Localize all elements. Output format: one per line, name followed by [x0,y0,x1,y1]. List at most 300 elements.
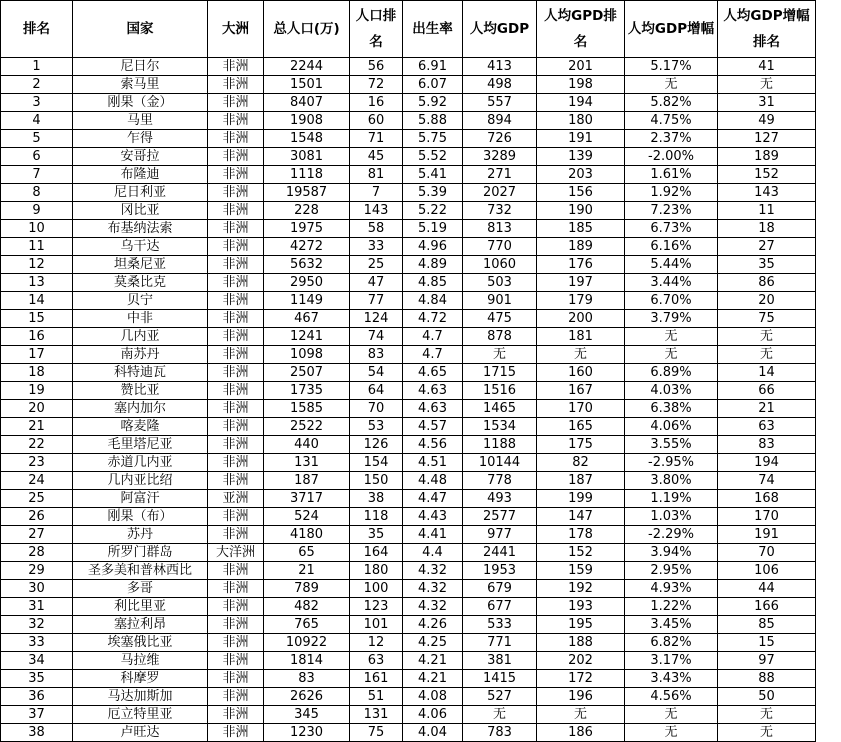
cell-rank[interactable]: 15 [1,310,73,328]
cell-country[interactable]: 索马里 [73,76,208,94]
cell-country[interactable]: 喀麦隆 [73,418,208,436]
cell-rank[interactable]: 18 [1,364,73,382]
cell-population-rank[interactable]: 56 [350,58,403,76]
cell-birth-rate[interactable]: 4.63 [403,382,463,400]
cell-population[interactable]: 1735 [264,382,350,400]
cell-gdp-rank[interactable]: 197 [537,274,625,292]
cell-rank[interactable]: 2 [1,76,73,94]
cell-gdp-growth-rank[interactable]: 83 [718,436,816,454]
cell-continent[interactable]: 非洲 [208,328,264,346]
cell-gdp-per-capita[interactable]: 977 [463,526,537,544]
cell-birth-rate[interactable]: 5.92 [403,94,463,112]
cell-continent[interactable]: 非洲 [208,364,264,382]
cell-gdp-growth-rank[interactable]: 18 [718,220,816,238]
cell-gdp-rank[interactable]: 172 [537,670,625,688]
cell-rank[interactable]: 33 [1,634,73,652]
cell-population-rank[interactable]: 38 [350,490,403,508]
cell-country[interactable]: 埃塞俄比亚 [73,634,208,652]
cell-gdp-rank[interactable]: 189 [537,238,625,256]
cell-continent[interactable]: 非洲 [208,274,264,292]
cell-gdp-per-capita[interactable]: 679 [463,580,537,598]
cell-birth-rate[interactable]: 4.21 [403,652,463,670]
cell-country[interactable]: 马拉维 [73,652,208,670]
cell-birth-rate[interactable]: 4.63 [403,400,463,418]
cell-gdp-growth-rank[interactable]: 168 [718,490,816,508]
cell-birth-rate[interactable]: 4.84 [403,292,463,310]
cell-population[interactable]: 10922 [264,634,350,652]
cell-gdp-growth[interactable]: 3.44% [625,274,718,292]
cell-country[interactable]: 利比里亚 [73,598,208,616]
cell-population[interactable]: 524 [264,508,350,526]
cell-population[interactable]: 3081 [264,148,350,166]
cell-gdp-growth-rank[interactable]: 127 [718,130,816,148]
cell-gdp-growth[interactable]: 3.43% [625,670,718,688]
cell-country[interactable]: 马里 [73,112,208,130]
cell-country[interactable]: 苏丹 [73,526,208,544]
cell-gdp-growth-rank[interactable]: 86 [718,274,816,292]
cell-population-rank[interactable]: 58 [350,220,403,238]
cell-population-rank[interactable]: 35 [350,526,403,544]
cell-gdp-rank[interactable]: 199 [537,490,625,508]
cell-birth-rate[interactable]: 4.4 [403,544,463,562]
cell-population-rank[interactable]: 54 [350,364,403,382]
cell-birth-rate[interactable]: 4.43 [403,508,463,526]
cell-gdp-rank[interactable]: 139 [537,148,625,166]
cell-birth-rate[interactable]: 4.65 [403,364,463,382]
cell-continent[interactable]: 非洲 [208,598,264,616]
cell-birth-rate[interactable]: 6.91 [403,58,463,76]
cell-gdp-rank[interactable]: 191 [537,130,625,148]
cell-gdp-per-capita[interactable]: 1516 [463,382,537,400]
cell-population[interactable]: 345 [264,706,350,724]
cell-gdp-per-capita[interactable]: 2027 [463,184,537,202]
cell-country[interactable]: 圣多美和普林西比 [73,562,208,580]
cell-country[interactable]: 布隆迪 [73,166,208,184]
cell-birth-rate[interactable]: 5.75 [403,130,463,148]
cell-population-rank[interactable]: 53 [350,418,403,436]
cell-gdp-rank[interactable]: 156 [537,184,625,202]
cell-gdp-per-capita[interactable]: 1465 [463,400,537,418]
cell-population-rank[interactable]: 45 [350,148,403,166]
cell-continent[interactable]: 非洲 [208,256,264,274]
cell-country[interactable]: 阿富汗 [73,490,208,508]
cell-population-rank[interactable]: 75 [350,724,403,742]
cell-rank[interactable]: 3 [1,94,73,112]
cell-country[interactable]: 卢旺达 [73,724,208,742]
cell-population[interactable]: 4272 [264,238,350,256]
cell-rank[interactable]: 26 [1,508,73,526]
cell-continent[interactable]: 非洲 [208,76,264,94]
cell-birth-rate[interactable]: 4.7 [403,328,463,346]
cell-birth-rate[interactable]: 4.41 [403,526,463,544]
cell-gdp-growth-rank[interactable]: 106 [718,562,816,580]
cell-gdp-rank[interactable]: 202 [537,652,625,670]
cell-gdp-rank[interactable]: 190 [537,202,625,220]
cell-country[interactable]: 科特迪瓦 [73,364,208,382]
cell-birth-rate[interactable]: 4.04 [403,724,463,742]
cell-continent[interactable]: 非洲 [208,400,264,418]
cell-continent[interactable]: 非洲 [208,148,264,166]
cell-gdp-growth-rank[interactable]: 31 [718,94,816,112]
cell-gdp-per-capita[interactable]: 778 [463,472,537,490]
cell-rank[interactable]: 7 [1,166,73,184]
cell-rank[interactable]: 8 [1,184,73,202]
header-gdp-growth-rank[interactable]: 人均GDP增幅排名 [718,1,816,58]
cell-gdp-rank[interactable]: 159 [537,562,625,580]
cell-population-rank[interactable]: 124 [350,310,403,328]
cell-gdp-growth[interactable]: 6.82% [625,634,718,652]
cell-population-rank[interactable]: 180 [350,562,403,580]
cell-country[interactable]: 厄立特里亚 [73,706,208,724]
cell-gdp-growth[interactable]: -2.95% [625,454,718,472]
cell-population[interactable]: 1118 [264,166,350,184]
cell-rank[interactable]: 30 [1,580,73,598]
cell-gdp-rank[interactable]: 175 [537,436,625,454]
cell-population[interactable]: 187 [264,472,350,490]
cell-population[interactable]: 765 [264,616,350,634]
cell-population-rank[interactable]: 74 [350,328,403,346]
cell-continent[interactable]: 大洋洲 [208,544,264,562]
cell-population-rank[interactable]: 60 [350,112,403,130]
cell-population-rank[interactable]: 100 [350,580,403,598]
cell-birth-rate[interactable]: 4.89 [403,256,463,274]
cell-population[interactable]: 1814 [264,652,350,670]
cell-population[interactable]: 1098 [264,346,350,364]
cell-population-rank[interactable]: 51 [350,688,403,706]
cell-gdp-growth-rank[interactable]: 50 [718,688,816,706]
cell-gdp-growth[interactable]: 3.45% [625,616,718,634]
cell-gdp-per-capita[interactable]: 771 [463,634,537,652]
cell-gdp-rank[interactable]: 152 [537,544,625,562]
cell-population-rank[interactable]: 72 [350,76,403,94]
cell-rank[interactable]: 36 [1,688,73,706]
cell-rank[interactable]: 37 [1,706,73,724]
cell-gdp-per-capita[interactable]: 677 [463,598,537,616]
cell-birth-rate[interactable]: 4.72 [403,310,463,328]
cell-birth-rate[interactable]: 4.57 [403,418,463,436]
cell-rank[interactable]: 27 [1,526,73,544]
cell-gdp-growth-rank[interactable]: 63 [718,418,816,436]
cell-continent[interactable]: 非洲 [208,346,264,364]
cell-continent[interactable]: 非洲 [208,130,264,148]
cell-population-rank[interactable]: 164 [350,544,403,562]
cell-population-rank[interactable]: 150 [350,472,403,490]
cell-country[interactable]: 冈比亚 [73,202,208,220]
cell-gdp-growth[interactable]: 6.73% [625,220,718,238]
cell-gdp-rank[interactable]: 185 [537,220,625,238]
cell-gdp-growth[interactable]: 4.75% [625,112,718,130]
cell-population-rank[interactable]: 101 [350,616,403,634]
cell-continent[interactable]: 非洲 [208,184,264,202]
cell-rank[interactable]: 28 [1,544,73,562]
cell-gdp-growth-rank[interactable]: 194 [718,454,816,472]
cell-continent[interactable]: 非洲 [208,220,264,238]
cell-population[interactable]: 1548 [264,130,350,148]
cell-birth-rate[interactable]: 4.85 [403,274,463,292]
cell-gdp-growth-rank[interactable]: 无 [718,328,816,346]
cell-birth-rate[interactable]: 4.25 [403,634,463,652]
cell-gdp-growth[interactable]: 6.38% [625,400,718,418]
cell-gdp-growth-rank[interactable]: 66 [718,382,816,400]
cell-gdp-per-capita[interactable]: 770 [463,238,537,256]
cell-birth-rate[interactable]: 4.56 [403,436,463,454]
cell-gdp-growth[interactable]: 3.80% [625,472,718,490]
cell-gdp-growth-rank[interactable]: 44 [718,580,816,598]
cell-continent[interactable]: 非洲 [208,112,264,130]
cell-country[interactable]: 几内亚 [73,328,208,346]
cell-continent[interactable]: 非洲 [208,472,264,490]
cell-gdp-growth-rank[interactable]: 166 [718,598,816,616]
cell-birth-rate[interactable]: 5.39 [403,184,463,202]
cell-gdp-rank[interactable]: 167 [537,382,625,400]
cell-population[interactable]: 4180 [264,526,350,544]
cell-population-rank[interactable]: 126 [350,436,403,454]
cell-rank[interactable]: 12 [1,256,73,274]
cell-gdp-growth-rank[interactable]: 75 [718,310,816,328]
cell-gdp-growth-rank[interactable]: 27 [718,238,816,256]
cell-continent[interactable]: 非洲 [208,616,264,634]
cell-gdp-per-capita[interactable]: 3289 [463,148,537,166]
cell-country[interactable]: 多哥 [73,580,208,598]
cell-gdp-rank[interactable]: 181 [537,328,625,346]
cell-population-rank[interactable]: 33 [350,238,403,256]
cell-gdp-growth-rank[interactable]: 143 [718,184,816,202]
cell-birth-rate[interactable]: 4.48 [403,472,463,490]
cell-gdp-per-capita[interactable]: 1953 [463,562,537,580]
cell-birth-rate[interactable]: 4.47 [403,490,463,508]
cell-gdp-per-capita[interactable]: 498 [463,76,537,94]
cell-gdp-growth[interactable]: 2.37% [625,130,718,148]
cell-population-rank[interactable]: 161 [350,670,403,688]
cell-population-rank[interactable]: 143 [350,202,403,220]
cell-country[interactable]: 科摩罗 [73,670,208,688]
cell-gdp-rank[interactable]: 188 [537,634,625,652]
cell-country[interactable]: 毛里塔尼亚 [73,436,208,454]
cell-gdp-growth[interactable]: 5.82% [625,94,718,112]
cell-population[interactable]: 440 [264,436,350,454]
cell-gdp-per-capita[interactable]: 493 [463,490,537,508]
header-population-rank[interactable]: 人口排名 [350,1,403,58]
cell-birth-rate[interactable]: 4.32 [403,598,463,616]
cell-gdp-growth[interactable]: 4.56% [625,688,718,706]
cell-birth-rate[interactable]: 4.26 [403,616,463,634]
cell-country[interactable]: 刚果（金） [73,94,208,112]
cell-country[interactable]: 塞内加尔 [73,400,208,418]
cell-population[interactable]: 467 [264,310,350,328]
cell-gdp-rank[interactable]: 193 [537,598,625,616]
cell-population-rank[interactable]: 47 [350,274,403,292]
cell-gdp-per-capita[interactable]: 878 [463,328,537,346]
cell-gdp-growth[interactable]: 2.95% [625,562,718,580]
cell-gdp-growth[interactable]: 4.93% [625,580,718,598]
cell-gdp-rank[interactable]: 200 [537,310,625,328]
cell-gdp-growth-rank[interactable]: 15 [718,634,816,652]
cell-continent[interactable]: 非洲 [208,652,264,670]
cell-country[interactable]: 乌干达 [73,238,208,256]
cell-population[interactable]: 21 [264,562,350,580]
cell-birth-rate[interactable]: 4.32 [403,562,463,580]
cell-gdp-growth[interactable]: 4.06% [625,418,718,436]
cell-gdp-growth[interactable]: 3.17% [625,652,718,670]
cell-gdp-rank[interactable]: 203 [537,166,625,184]
cell-birth-rate[interactable]: 6.07 [403,76,463,94]
cell-gdp-per-capita[interactable]: 894 [463,112,537,130]
cell-continent[interactable]: 非洲 [208,436,264,454]
cell-gdp-growth-rank[interactable]: 35 [718,256,816,274]
cell-gdp-per-capita[interactable]: 2577 [463,508,537,526]
cell-gdp-rank[interactable]: 198 [537,76,625,94]
cell-gdp-growth-rank[interactable]: 无 [718,76,816,94]
cell-gdp-per-capita[interactable]: 557 [463,94,537,112]
cell-gdp-growth[interactable]: 7.23% [625,202,718,220]
cell-population[interactable]: 1230 [264,724,350,742]
cell-gdp-per-capita[interactable]: 2441 [463,544,537,562]
cell-birth-rate[interactable]: 4.96 [403,238,463,256]
cell-gdp-per-capita[interactable]: 1715 [463,364,537,382]
cell-population[interactable]: 1975 [264,220,350,238]
cell-gdp-growth[interactable]: 5.17% [625,58,718,76]
cell-rank[interactable]: 22 [1,436,73,454]
cell-gdp-growth-rank[interactable]: 无 [718,706,816,724]
cell-country[interactable]: 南苏丹 [73,346,208,364]
cell-country[interactable]: 中非 [73,310,208,328]
cell-rank[interactable]: 38 [1,724,73,742]
cell-gdp-rank[interactable]: 201 [537,58,625,76]
cell-population-rank[interactable]: 81 [350,166,403,184]
cell-gdp-growth-rank[interactable]: 191 [718,526,816,544]
cell-rank[interactable]: 20 [1,400,73,418]
cell-gdp-rank[interactable]: 无 [537,706,625,724]
cell-rank[interactable]: 16 [1,328,73,346]
cell-gdp-rank[interactable]: 187 [537,472,625,490]
cell-gdp-growth[interactable]: 无 [625,328,718,346]
cell-gdp-per-capita[interactable]: 813 [463,220,537,238]
cell-continent[interactable]: 非洲 [208,310,264,328]
cell-rank[interactable]: 6 [1,148,73,166]
cell-continent[interactable]: 非洲 [208,202,264,220]
cell-country[interactable]: 塞拉利昂 [73,616,208,634]
cell-gdp-growth[interactable]: 无 [625,76,718,94]
cell-gdp-per-capita[interactable]: 503 [463,274,537,292]
cell-continent[interactable]: 非洲 [208,418,264,436]
cell-gdp-per-capita[interactable]: 381 [463,652,537,670]
cell-country[interactable]: 马达加斯加 [73,688,208,706]
cell-rank[interactable]: 11 [1,238,73,256]
header-country[interactable]: 国家 [73,1,208,58]
cell-gdp-growth-rank[interactable]: 无 [718,724,816,742]
cell-gdp-rank[interactable]: 82 [537,454,625,472]
cell-gdp-growth-rank[interactable]: 49 [718,112,816,130]
cell-population[interactable]: 789 [264,580,350,598]
cell-country[interactable]: 乍得 [73,130,208,148]
cell-gdp-per-capita[interactable]: 527 [463,688,537,706]
cell-gdp-rank[interactable]: 179 [537,292,625,310]
cell-continent[interactable]: 非洲 [208,238,264,256]
cell-gdp-per-capita[interactable]: 271 [463,166,537,184]
cell-continent[interactable]: 非洲 [208,634,264,652]
cell-continent[interactable]: 非洲 [208,724,264,742]
cell-continent[interactable]: 非洲 [208,508,264,526]
cell-birth-rate[interactable]: 4.06 [403,706,463,724]
cell-rank[interactable]: 23 [1,454,73,472]
cell-gdp-rank[interactable]: 无 [537,346,625,364]
cell-gdp-rank[interactable]: 194 [537,94,625,112]
cell-population-rank[interactable]: 154 [350,454,403,472]
cell-birth-rate[interactable]: 5.22 [403,202,463,220]
cell-continent[interactable]: 非洲 [208,292,264,310]
cell-rank[interactable]: 21 [1,418,73,436]
cell-population[interactable]: 1241 [264,328,350,346]
cell-rank[interactable]: 13 [1,274,73,292]
cell-gdp-growth[interactable]: 5.44% [625,256,718,274]
cell-population[interactable]: 1585 [264,400,350,418]
cell-gdp-growth-rank[interactable]: 14 [718,364,816,382]
cell-gdp-rank[interactable]: 180 [537,112,625,130]
cell-gdp-growth-rank[interactable]: 152 [718,166,816,184]
cell-birth-rate[interactable]: 5.41 [403,166,463,184]
cell-gdp-growth[interactable]: 无 [625,346,718,364]
cell-gdp-per-capita[interactable]: 413 [463,58,537,76]
cell-birth-rate[interactable]: 4.7 [403,346,463,364]
cell-gdp-growth[interactable]: 6.89% [625,364,718,382]
cell-gdp-growth-rank[interactable]: 85 [718,616,816,634]
cell-population-rank[interactable]: 64 [350,382,403,400]
cell-gdp-growth-rank[interactable]: 无 [718,346,816,364]
cell-rank[interactable]: 1 [1,58,73,76]
cell-gdp-per-capita[interactable]: 1534 [463,418,537,436]
cell-gdp-growth[interactable]: -2.00% [625,148,718,166]
cell-population[interactable]: 2950 [264,274,350,292]
cell-population[interactable]: 482 [264,598,350,616]
header-population[interactable]: 总人口(万) [264,1,350,58]
cell-gdp-growth-rank[interactable]: 189 [718,148,816,166]
cell-gdp-growth[interactable]: -2.29% [625,526,718,544]
cell-gdp-per-capita[interactable]: 无 [463,346,537,364]
cell-population-rank[interactable]: 16 [350,94,403,112]
cell-gdp-growth-rank[interactable]: 70 [718,544,816,562]
cell-population[interactable]: 131 [264,454,350,472]
cell-population[interactable]: 19587 [264,184,350,202]
cell-gdp-growth[interactable]: 1.22% [625,598,718,616]
cell-gdp-rank[interactable]: 195 [537,616,625,634]
cell-gdp-rank[interactable]: 160 [537,364,625,382]
cell-gdp-per-capita[interactable]: 901 [463,292,537,310]
cell-continent[interactable]: 非洲 [208,562,264,580]
cell-rank[interactable]: 25 [1,490,73,508]
cell-population[interactable]: 5632 [264,256,350,274]
cell-population-rank[interactable]: 77 [350,292,403,310]
cell-population-rank[interactable]: 131 [350,706,403,724]
cell-population[interactable]: 8407 [264,94,350,112]
cell-gdp-growth-rank[interactable]: 20 [718,292,816,310]
cell-gdp-rank[interactable]: 192 [537,580,625,598]
cell-continent[interactable]: 非洲 [208,58,264,76]
cell-rank[interactable]: 32 [1,616,73,634]
cell-country[interactable]: 坦桑尼亚 [73,256,208,274]
cell-continent[interactable]: 非洲 [208,688,264,706]
cell-rank[interactable]: 34 [1,652,73,670]
cell-population-rank[interactable]: 123 [350,598,403,616]
cell-gdp-growth[interactable]: 6.70% [625,292,718,310]
cell-gdp-rank[interactable]: 170 [537,400,625,418]
cell-gdp-per-capita[interactable]: 1188 [463,436,537,454]
cell-birth-rate[interactable]: 4.51 [403,454,463,472]
cell-continent[interactable]: 非洲 [208,670,264,688]
cell-gdp-rank[interactable]: 186 [537,724,625,742]
cell-gdp-growth-rank[interactable]: 41 [718,58,816,76]
cell-gdp-growth[interactable]: 6.16% [625,238,718,256]
cell-population-rank[interactable]: 70 [350,400,403,418]
